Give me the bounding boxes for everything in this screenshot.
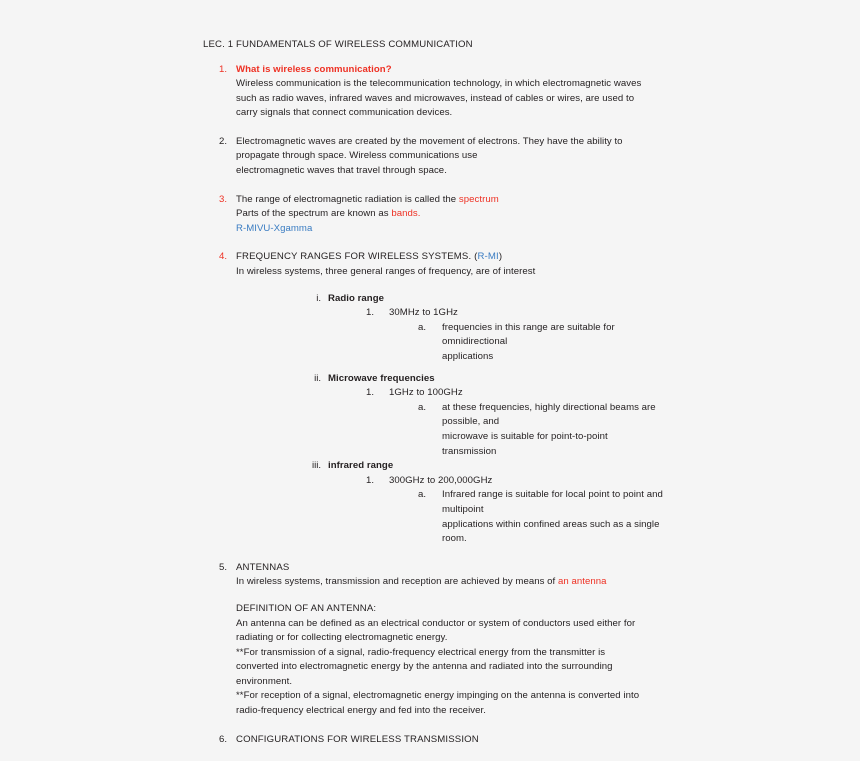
range-1-value-list xyxy=(328,306,663,364)
range-2-note-marker: a. xyxy=(418,401,427,413)
item-3-marker: 3. xyxy=(219,193,228,205)
outline-item-1 xyxy=(203,63,663,121)
spacer xyxy=(236,590,663,602)
frequency-range-microwave xyxy=(307,372,663,460)
item-1-line-3: carry signals that connect communication devices. xyxy=(236,107,453,119)
item-5-intro xyxy=(236,575,663,590)
range-1-value-marker: 1. xyxy=(366,307,375,319)
range-3-note-line-1: Infrared range is suitable for local point to point and multipoint xyxy=(442,489,663,515)
item-5-marker: 5. xyxy=(219,561,228,573)
item-2-line-1: Electromagnetic waves are created by the movement of electrons. They have the ability to xyxy=(236,135,623,147)
item-1-heading: What is wireless communication? xyxy=(236,63,392,75)
range-2-value-marker: 1. xyxy=(366,387,375,399)
antenna-definition-line-7: radio-frequency electrical energy and fed into the receiver. xyxy=(236,705,486,717)
outline-item-5 xyxy=(203,561,663,719)
range-2-note-list xyxy=(389,401,663,459)
range-2-note-item xyxy=(418,401,663,459)
item-3-line-2-text: Parts of the spectrum are known as xyxy=(236,208,392,220)
frequency-range-infrared xyxy=(307,459,663,547)
range-3-note-line-2: applications within confined areas such as a single room. xyxy=(442,518,660,545)
range-1-note-marker: a. xyxy=(418,321,427,333)
item-3-bands-highlight: bands. xyxy=(391,208,421,220)
spacer xyxy=(236,280,663,292)
range-2-note-line-1: at these frequencies, highly directional beams are possible, and xyxy=(442,401,656,428)
item-5-intro-text: In wireless systems, transmission and reception are achieved by means of xyxy=(236,576,558,588)
item-4-marker: 4. xyxy=(219,251,228,263)
antenna-definition-line-6: **For reception of a signal, electromagnetic energy impinging on the antenna is converted into xyxy=(236,690,640,702)
range-2-marker: ii. xyxy=(314,372,321,384)
frequency-range-list xyxy=(236,292,663,547)
item-5-antenna-highlight: an antenna xyxy=(558,576,607,588)
item-6-marker: 6. xyxy=(219,733,228,745)
outline-item-3 xyxy=(203,193,663,237)
item-3-line-2 xyxy=(236,207,663,222)
range-1-value-item xyxy=(366,306,663,364)
range-1-note-line-1: frequencies in this range are suitable for omnidirectional xyxy=(442,321,615,348)
item-2-line-3: electromagnetic waves that travel through space. xyxy=(236,165,447,177)
item-4-heading-suffix: ) xyxy=(498,251,503,263)
range-1-note-item xyxy=(418,321,663,365)
item-2-marker: 2. xyxy=(219,135,228,147)
range-3-note-item xyxy=(418,488,663,546)
spacer xyxy=(236,365,663,372)
document-body xyxy=(203,38,663,761)
document-title: LEC. 1 FUNDAMENTALS OF WIRELESS COMMUNICATION xyxy=(203,39,473,50)
range-3-note-marker: a. xyxy=(418,489,427,501)
range-3-value-item xyxy=(366,474,663,547)
range-3-marker: iii. xyxy=(311,460,321,472)
range-2-value-list xyxy=(328,386,663,459)
item-3-line-1-text: The range of electromagnetic radiation is called the xyxy=(236,193,459,205)
frequency-range-radio xyxy=(307,292,663,365)
outline-item-4 xyxy=(203,250,663,546)
range-2-value-item xyxy=(366,386,663,459)
range-1-name: Radio range xyxy=(328,292,384,304)
item-3-spectrum-highlight: spectrum xyxy=(458,193,499,205)
antenna-definition-line-5: environment. xyxy=(236,675,293,687)
range-3-note-list xyxy=(389,488,663,546)
antenna-definition-line-4: converted into electromagnetic energy by the antenna and radiated into the surrounding xyxy=(236,661,613,673)
outline-item-6 xyxy=(203,733,663,748)
range-1-note-list xyxy=(389,321,663,365)
item-4-heading xyxy=(236,250,663,265)
item-4-heading-text: FREQUENCY RANGES FOR WIRELESS SYSTEMS. ( xyxy=(236,251,478,263)
range-2-name: Microwave frequencies xyxy=(328,372,435,384)
antenna-definition-line-1: An antenna can be defined as an electrical conductor or system of conductors used either for xyxy=(236,617,636,629)
outline-list xyxy=(203,63,663,748)
range-3-value: 300GHz to 200,000GHz xyxy=(389,474,493,486)
range-2-value: 1GHz to 100GHz xyxy=(389,387,463,399)
item-3-line-1 xyxy=(236,193,663,208)
item-1-line-1: Wireless communication is the telecommunication technology, in which electromagnetic waves xyxy=(236,78,642,90)
item-1-marker: 1. xyxy=(219,63,228,75)
item-4-heading-tag: R-MI xyxy=(477,251,499,263)
outline-item-2 xyxy=(203,135,663,179)
range-1-value: 30MHz to 1GHz xyxy=(389,307,458,319)
item-5-heading: ANTENNAS xyxy=(236,561,290,573)
antenna-definition-line-2: radiating or for collecting electromagnetic energy. xyxy=(236,632,448,644)
range-1-note-line-2: applications xyxy=(442,351,494,362)
range-1-marker: i. xyxy=(316,292,321,304)
antenna-definition-line-3: **For transmission of a signal, radio-frequency electrical energy from the transmitter is xyxy=(236,646,606,658)
item-1-line-2: such as radio waves, infrared waves and microwaves, instead of cables or wires, are used to xyxy=(236,92,635,104)
range-3-name: infrared range xyxy=(328,460,394,472)
item-3-mnemonic: R-MIVU-Xgamma xyxy=(236,222,313,234)
antenna-definition-title: DEFINITION OF AN ANTENNA: xyxy=(236,602,377,614)
item-6-heading: CONFIGURATIONS FOR WIRELESS TRANSMISSION xyxy=(236,733,479,745)
range-2-note-line-2: microwave is suitable for point-to-point transmission xyxy=(442,430,608,457)
item-4-subtitle: In wireless systems, three general ranges of frequency, are of interest xyxy=(236,266,536,278)
range-3-value-list xyxy=(328,474,663,547)
range-3-value-marker: 1. xyxy=(366,474,375,486)
item-2-line-2: propagate through space. Wireless communications use xyxy=(236,150,478,162)
